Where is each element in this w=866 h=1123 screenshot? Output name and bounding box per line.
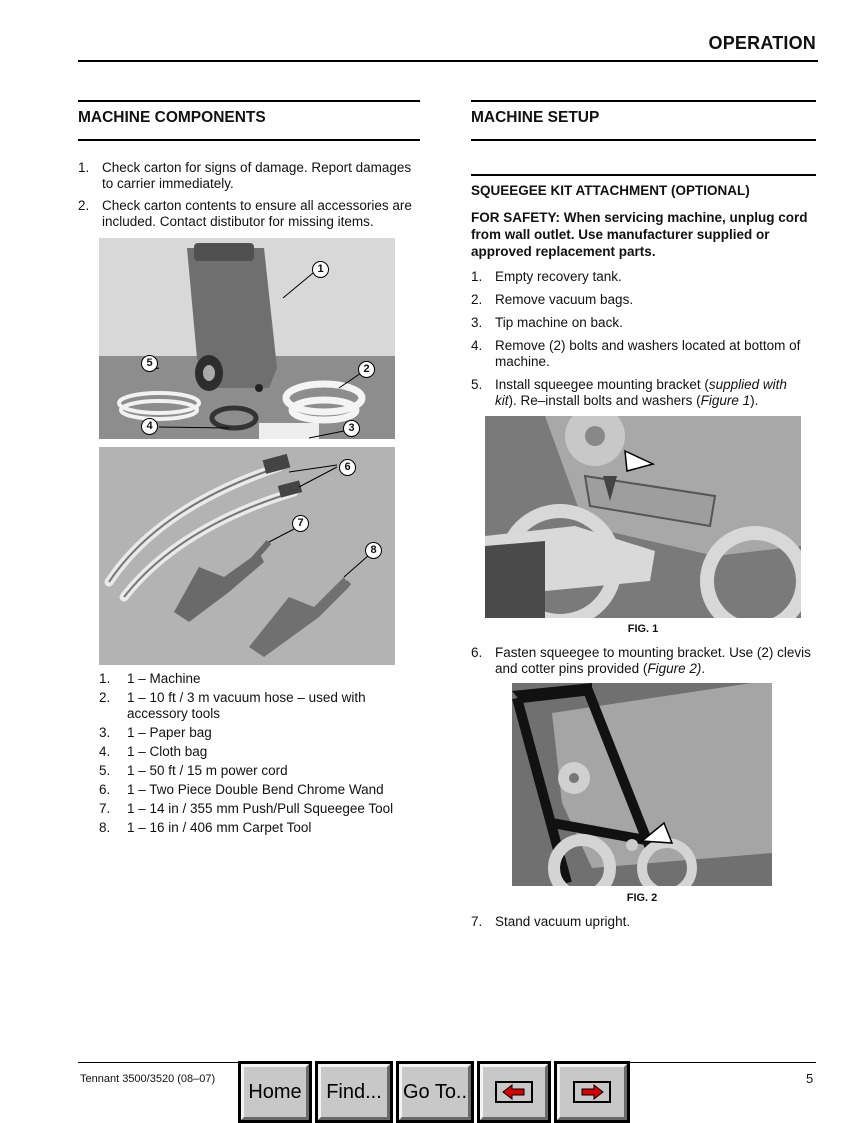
figure-1-caption: FIG. 1	[627, 623, 659, 635]
right-title-rule-top	[471, 100, 816, 102]
find-button[interactable]: Find...	[315, 1061, 393, 1123]
callout-6: 6	[339, 459, 356, 476]
left-arrow-icon	[495, 1081, 533, 1103]
page-number: 5	[806, 1071, 814, 1086]
right-title-rule-bottom	[471, 139, 816, 141]
list-item: 3. 1 – Paper bag	[99, 725, 212, 740]
figure-2-caption: FIG. 2	[626, 892, 658, 904]
figure-2-photo	[512, 683, 772, 886]
callout-2: 2	[358, 361, 375, 378]
components-list	[99, 671, 419, 836]
accessory-tools-illustration	[99, 447, 395, 665]
list-item: 2. Check carton contents to ensure all accessories are included. Contact distibutor for missing items.	[78, 198, 412, 229]
callout-1: 1	[312, 261, 329, 278]
accessory-tools-photo	[99, 447, 395, 665]
list-item: 4. Remove (2) bolts and washers located at bottom of machine.	[471, 338, 801, 369]
machine-components-title: MACHINE COMPONENTS	[78, 109, 266, 126]
setup-steps	[471, 269, 811, 409]
list-item: 1. 1 – Machine	[99, 671, 201, 686]
previous-page-button[interactable]	[477, 1061, 551, 1123]
right-arrow-icon	[573, 1081, 611, 1103]
go-to-button[interactable]: Go To..	[396, 1061, 474, 1123]
callout-5: 5	[141, 355, 158, 372]
next-page-button[interactable]	[554, 1061, 630, 1123]
list-item: 6. 1 – Two Piece Double Bend Chrome Wand	[99, 782, 384, 797]
subtitle-rule	[471, 174, 816, 176]
left-title-rule-bottom	[78, 139, 420, 141]
list-item: 8. 1 – 16 in / 406 mm Carpet Tool	[99, 820, 312, 835]
figure-1-photo	[485, 416, 801, 618]
footer-rule-left	[78, 1062, 238, 1063]
home-button[interactable]: Home	[238, 1061, 312, 1123]
callout-7: 7	[292, 515, 309, 532]
list-item: 1. Check carton for signs of damage. Report damages to carrier immediately.	[78, 160, 412, 191]
list-item: 1. Empty recovery tank.	[471, 269, 622, 284]
list-item: 5. Install squeegee mounting bracket (supplied with kit). Re–install bolts and washers (Figure 1).	[471, 377, 787, 408]
figure-1-illustration	[485, 416, 801, 618]
left-title-rule-top	[78, 100, 420, 102]
list-item: 7. 1 – 14 in / 355 mm Push/Pull Squeegee Tool	[99, 801, 394, 816]
list-item: 4. 1 – Cloth bag	[99, 744, 208, 759]
callout-8: 8	[365, 542, 382, 559]
list-item: 7. Stand vacuum upright.	[471, 914, 631, 929]
header-rule	[78, 60, 818, 62]
list-item: 3. Tip machine on back.	[471, 315, 623, 330]
document-id: Tennant 3500/3520 (08–07)	[80, 1073, 216, 1085]
list-item: 5. 1 – 50 ft / 15 m power cord	[99, 763, 288, 778]
carton-check-steps	[78, 160, 418, 230]
squeegee-kit-subtitle: SQUEEGEE KIT ATTACHMENT (OPTIONAL)	[471, 183, 750, 198]
setup-step-7	[471, 914, 811, 930]
setup-step-6	[471, 645, 811, 677]
machine-components-photo	[99, 238, 395, 439]
callout-4: 4	[141, 418, 158, 435]
machine-components-illustration	[99, 238, 395, 439]
page-section-title: OPERATION	[708, 33, 816, 53]
safety-warning: FOR SAFETY: When servicing machine, unplug cord from wall outlet. Use manufacturer supplied or approved replacement parts.	[471, 210, 808, 259]
footer-rule-right	[630, 1062, 816, 1063]
machine-setup-title: MACHINE SETUP	[471, 109, 600, 126]
list-item: 2. 1 – 10 ft / 3 m vacuum hose – used with accessory tools	[99, 690, 366, 721]
figure-2-illustration	[512, 683, 772, 886]
list-item: 6. Fasten squeegee to mounting bracket. Use (2) clevis and cotter pins provided (Figure 2).	[471, 645, 811, 676]
callout-3: 3	[343, 420, 360, 437]
list-item: 2. Remove vacuum bags.	[471, 292, 634, 307]
